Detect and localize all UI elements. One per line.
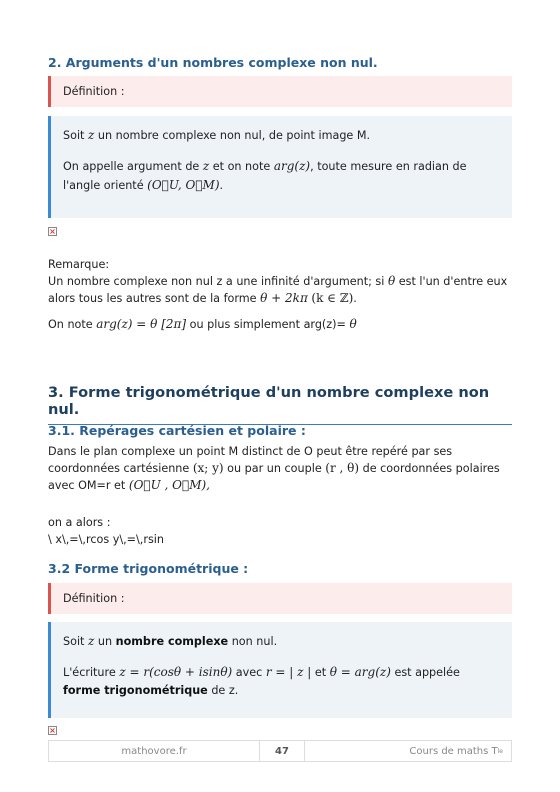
- footer-site: mathovore.fr: [49, 741, 260, 761]
- broken-image-icon-2: ×: [49, 725, 56, 735]
- formula-raw-line: \ x\,=\,rcos y\,=\,rsin: [48, 533, 164, 546]
- remark-text: Un nombre complexe non nul z a une infinité d'argument; si θ est l'un d'entre eux alors tous les autres sont de la forme θ + 2kπ (k ∈ ℤ).: [48, 274, 508, 305]
- subsection-3-1-then: [48, 514, 512, 548]
- remark-block: [48, 256, 512, 307]
- subsection-3-2-heading: 3.2 Forme trigonométrique :: [48, 561, 249, 576]
- subsection-3-1-text: Dans le plan complexe un point M distinct de O peut être repéré par ses coordonnées cartésienne (x; y) ou par un couple (r , θ) de coordonnées polaires avec OM=r et (O⃗U , O⃗M),: [48, 445, 500, 492]
- definition-content-box-2: [48, 622, 512, 718]
- section-2-heading: 2. Arguments d'un nombres complexe non nul.: [48, 55, 378, 70]
- definition-box: [48, 76, 512, 107]
- footer-course: Cours de maths T le: [409, 745, 503, 757]
- definition-label: Définition :: [63, 85, 125, 98]
- section-3-heading: 3. Forme trigonométrique d'un nombre complexe non nul.: [48, 384, 512, 425]
- definition-paragraph-2: On appelle argument de z et on note arg(z), toute mesure en radian de l'angle orienté (O⃗U, O⃗M).: [63, 159, 467, 192]
- definition-2-paragraph-2: L'écriture z = r(cosθ + isinθ) avec r = | z | et θ = arg(z) est appelée forme trigonométrique de z.: [63, 665, 460, 697]
- remark-label: Remarque:: [48, 258, 110, 271]
- subsection-3-1-heading: 3.1. Repérages cartésien et polaire :: [48, 423, 306, 438]
- definition-content-box: [48, 116, 512, 218]
- note-line: On note arg(z) = θ [2π] ou plus simplement arg(z)= θ: [48, 317, 357, 331]
- page-footer: [48, 740, 512, 762]
- definition-box-2: [48, 583, 512, 614]
- definition-label-2: Définition :: [63, 592, 125, 605]
- footer-page-number: 47: [260, 741, 305, 761]
- then-line: on a alors :: [48, 516, 111, 529]
- definition-paragraph-1: Soit z un nombre complexe non nul, de point image M.: [63, 128, 371, 142]
- definition-2-paragraph-1: Soit z un nombre complexe non nul.: [63, 634, 278, 648]
- broken-image-icon: ×: [49, 226, 56, 236]
